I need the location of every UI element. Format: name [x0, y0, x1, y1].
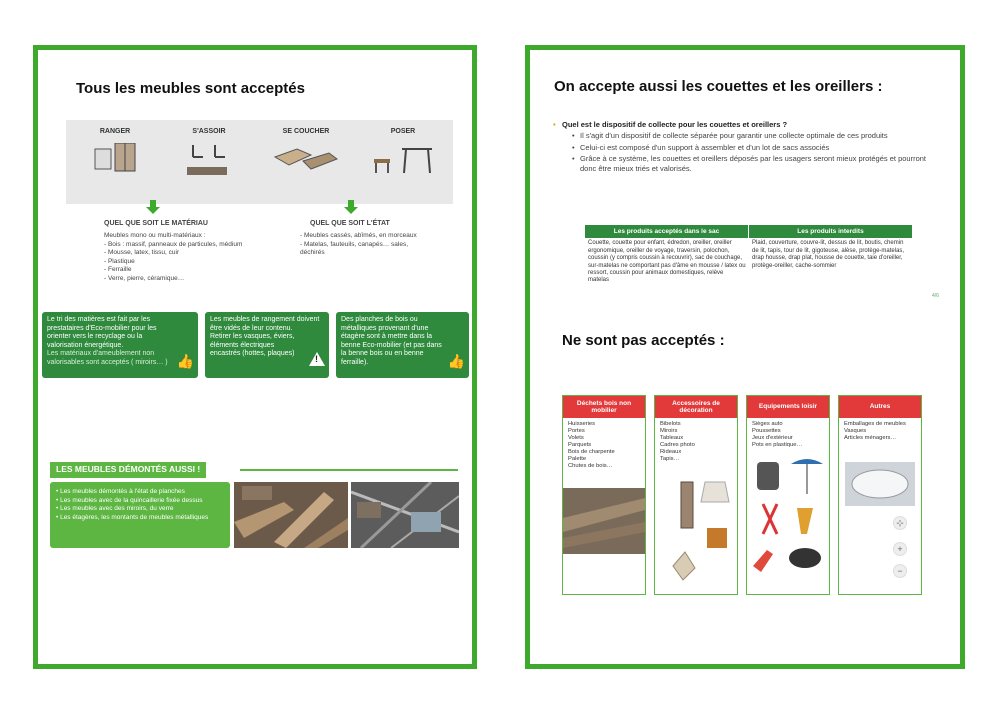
category-label: RANGER	[99, 128, 131, 135]
column-list	[747, 418, 829, 452]
info-text: Les meubles de rangement doivent être vidés de leur contenu.	[210, 316, 320, 332]
list-item: Cadres photo	[660, 442, 695, 448]
info-box-rangement	[205, 312, 329, 378]
info-text: Retirer les vasques, éviers, éléments électriques encastrés (hottes, plaques)	[210, 333, 295, 358]
demonted-banner	[50, 462, 458, 478]
criteria-item: - Matelas, fauteuils, canapés… sales,	[300, 240, 409, 248]
criteria-heading: QUEL QUE SOIT L'ÉTAT	[310, 220, 390, 227]
list-item: Jeux d'extérieur	[752, 435, 793, 441]
category-se-coucher	[261, 128, 351, 173]
list-item: Portes	[568, 428, 585, 434]
info-text: Le tri des matières est fait par les prestataires d'Eco-mobilier pour les orienter vers le recyclage ou la valorisation énergétique.	[47, 316, 157, 349]
table-icon	[368, 143, 438, 177]
demonted-item: • Les meubles avec de la quincaillerie fixée dessus	[56, 496, 203, 504]
list-item: Huisseries	[568, 421, 596, 427]
products-table	[585, 225, 913, 287]
arrow-down-icon	[344, 200, 358, 214]
column-list	[563, 418, 645, 473]
zoom-fit-button[interactable]: ⊹	[893, 516, 907, 530]
bed-icon	[271, 143, 341, 173]
arrow-down-icon	[146, 200, 160, 214]
column-deco	[654, 395, 738, 595]
info-box-tri	[42, 312, 198, 378]
criteria-item: - Meubles cassés, abîmés, en morceaux	[300, 232, 417, 239]
demonted-list	[50, 482, 230, 548]
column-bois	[562, 395, 646, 595]
header-forbidden: Les produits interdits	[749, 225, 913, 238]
chair-icon	[179, 143, 239, 181]
collect-question	[562, 120, 942, 173]
right-page	[525, 45, 965, 669]
decoration-illustration	[655, 472, 737, 592]
leisure-illustration	[747, 454, 829, 594]
warning-icon	[309, 352, 325, 366]
list-item: Tapis…	[660, 456, 680, 462]
criteria-item: - Mousse, latex, tissu, cuir	[104, 249, 180, 256]
criteria-list	[300, 232, 417, 258]
table-row	[585, 238, 913, 286]
list-item: Rideaux	[660, 449, 682, 455]
zoom-in-button[interactable]: +	[893, 542, 907, 556]
list-item: Palette	[568, 456, 587, 462]
bathtub-photo	[845, 462, 915, 506]
criteria-item: - Bois : massif, panneaux de particules, médium	[104, 240, 243, 248]
zoom-out-button[interactable]: −	[893, 564, 907, 578]
list-item: Bibelots	[660, 421, 681, 427]
accepted-cell: Couette, couette pour enfant, édredon, oreiller, oreiller ergonomique, oreiller de voyage, traversin, polochon, coussin (y compris coussin à recouvrir), sac de couchage, sur-matelas ne comportant pas d'âme en mousse / latex ou ressort, coussin pour animaux domestiques, relève matelas	[588, 240, 746, 284]
category-poser	[358, 128, 448, 177]
column-autres	[838, 395, 922, 595]
column-list	[655, 418, 737, 466]
list-item: Pots en plastique…	[752, 442, 803, 448]
info-box-planches	[336, 312, 469, 378]
category-label: SE COUCHER	[282, 128, 330, 135]
criteria-item: - Plastique	[104, 257, 135, 265]
demonted-item: • Les étagères, les montants de meubles métalliques	[56, 513, 209, 521]
category-sassoir	[164, 128, 254, 181]
left-page	[33, 45, 477, 669]
category-label: S'ASSOIR	[192, 128, 226, 135]
list-item: Poussettes	[752, 428, 781, 434]
bullet-item: • Il s'agit d'un dispositif de collecte séparée pour garantir une collecte optimale de ces produits	[580, 131, 942, 140]
list-item: Vasques	[844, 428, 867, 434]
demonted-item: • Les meubles démontés à l'état de planches	[56, 488, 185, 495]
info-text: Les matériaux d'ameublement non valorisables sont acceptés ( miroirs… )	[47, 350, 168, 366]
demonted-title: LES MEUBLES DÉMONTÉS AUSSI !	[50, 462, 206, 478]
bullet-item: • Grâce à ce système, les couettes et oreillers déposés par les usagers seront mieux protégés et pourront donc être mieux triés et valorisés.	[580, 154, 942, 173]
page-title: On accepte aussi les couettes et les oreillers :	[554, 78, 883, 95]
list-item: Chutes de bois…	[568, 463, 613, 469]
thumbs-up-icon: 👍	[176, 353, 194, 370]
column-header: Accessoires de décoration	[655, 396, 737, 418]
category-label: POSER	[390, 128, 416, 135]
wood-waste-photo	[563, 488, 645, 554]
criteria-heading: QUEL QUE SOIT LE MATÉRIAU	[104, 220, 208, 227]
column-header: Autres	[839, 396, 921, 418]
question-bullets	[580, 131, 942, 173]
criteria-item: - Ferraille	[104, 266, 132, 273]
forbidden-cell: Plaid, couverture, couvre-lit, dessus de lit, boutis, chemin de lit, tapis, tour de lit, gigoteuse, alèse, protège-matelas, drap housse, drap plat, housse de couette, taie d'oreiller, protège-oreiller, cache-sommier	[752, 240, 905, 269]
page-title: Tous les meubles sont acceptés	[76, 80, 305, 97]
cabinet-icon	[89, 143, 141, 173]
planks-photo	[234, 482, 348, 548]
criteria-list	[104, 232, 242, 283]
thumbs-up-icon: 👍	[447, 353, 465, 370]
column-list	[839, 418, 921, 445]
list-item: Parquets	[568, 442, 592, 448]
bullet-item: • Celui-ci est composé d'un support à assembler et d'un lot de sacs associés	[580, 143, 942, 152]
list-item: Emballages de meubles	[844, 421, 906, 427]
demonted-item: • Les meubles avec des miroirs, du verre	[56, 505, 174, 513]
category-ranger	[70, 128, 160, 173]
info-text: Des planches de bois ou métalliques provenant d'une étagère sont à mettre dans la benne Eco-mobilier (et pas dans la benne bois ou en benne ferraille).	[341, 316, 442, 366]
list-item: Tableaux	[660, 435, 684, 441]
criteria-item: Meubles mono ou multi-matériaux :	[104, 232, 206, 239]
criteria-item: - Verre, pierre, céramique…	[104, 274, 185, 282]
section-title: Ne sont pas acceptés :	[562, 332, 725, 349]
list-item: Sièges auto	[752, 421, 783, 427]
table-header	[585, 225, 913, 238]
header-accepted: Les produits acceptés dans le sac	[585, 225, 749, 238]
list-item: Miroirs	[660, 428, 678, 434]
column-loisir	[746, 395, 830, 595]
question-heading: • Quel est le dispositif de collecte pour les couettes et oreillers ?	[562, 120, 942, 129]
page-number: 4/6	[932, 293, 939, 299]
category-panel	[66, 120, 453, 204]
list-item: Bois de charpente	[568, 449, 615, 455]
list-item: Volets	[568, 435, 584, 441]
metal-shelves-photo	[351, 482, 459, 548]
criteria-item: déchirés	[300, 249, 325, 256]
column-header: Déchets bois non mobilier	[563, 396, 645, 418]
list-item: Articles ménagers…	[844, 435, 897, 441]
column-header: Equipements loisir	[747, 396, 829, 418]
banner-line	[240, 469, 458, 471]
